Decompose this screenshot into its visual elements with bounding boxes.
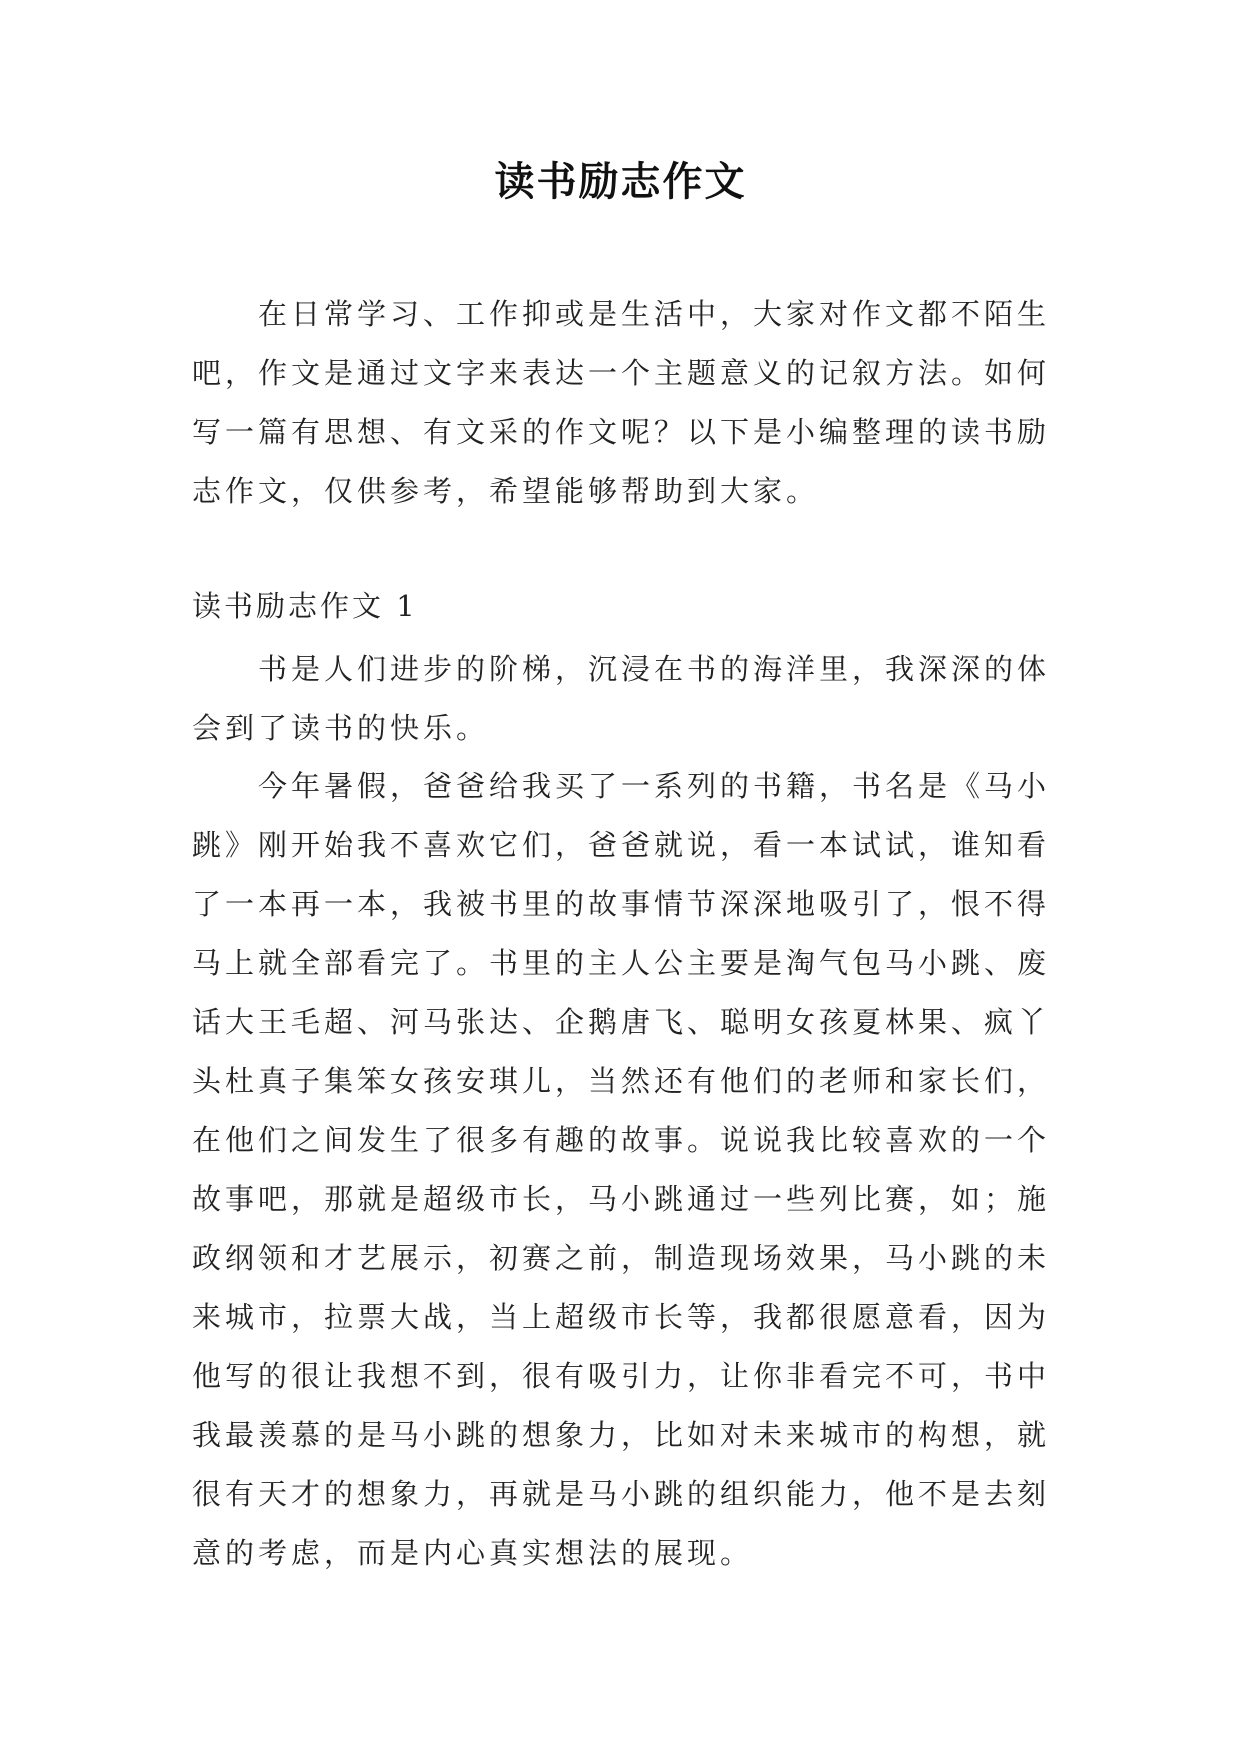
body-paragraph: 书是人们进步的阶梯，沉浸在书的海洋里，我深深的体会到了读书的快乐。 bbox=[192, 652, 1051, 745]
document-title: 读书励志作文 bbox=[494, 158, 747, 205]
body-paragraph: 今年暑假，爸爸给我买了一系列的书籍，书名是《马小跳》刚开始我不喜欢它们，爸爸就说，看一本试试，谁知看了一本再一本，我被书里的故事情节深深地吸引了，恨不得马上就全部看完了。书里的主人公主要是淘气包马小跳、废话大王毛超、河马张达、企鹅唐飞、聪明女孩夏林果、疯丫头杜真子集笨女孩安琪儿，当然还有他们的老师和家长们，在他们之间发生了很多有趣的故事。说说我比较喜欢的一个故事吧，那就是超级市长，马小跳通过一些列比赛，如；施政纲领和才艺展示，初赛之前，制造现场效果，马小跳的未来城市，拉票大战，当上超级市长等，我都很愿意看，因为他写的很让我想不到，很有吸引力，让你非看完不可，书中我最羡慕的是马小跳的想象力，比如对未来城市的构想，就很有天才的想象力，再就是马小跳的组织能力，他不是去刻意的考虑，而是内心真实想法的展现。 bbox=[192, 769, 1051, 1570]
section-heading: 读书励志作文 1 bbox=[192, 589, 418, 623]
intro-paragraph: 在日常学习、工作抑或是生活中，大家对作文都不陌生吧，作文是通过文字来表达一个主题意义的记叙方法。如何写一篇有思想、有文采的作文呢？以下是小编整理的读书励志作文，仅供参考，希望能够帮助到大家。 bbox=[192, 297, 1051, 508]
